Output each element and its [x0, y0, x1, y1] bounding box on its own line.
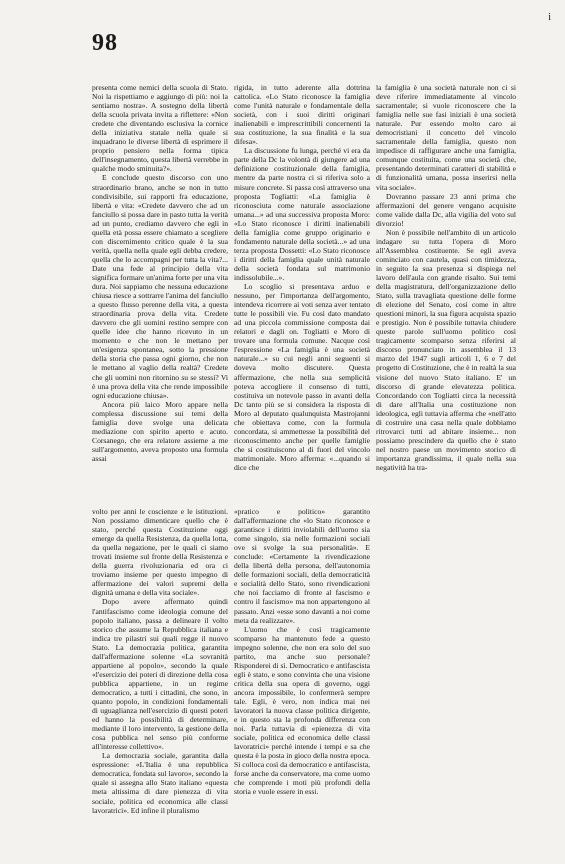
- paragraph: La discussione fu lunga, perché vi era da parte della Dc la volontà di giungere ad una definizione costituzionale della famiglia, mentre da parte nostra ci si riferiva solo a misure concrete. Si passa così attraverso una proposta Togliatti: «La famiglia è riconosciuta come naturale associazione umana...» ad una successiva proposta Moro: «Lo Stato riconosce i diritti inalienabili della famiglia come gruppo originario e fondamento naturale della società...» ad una terza proposta Dossetti: «Lo Stato riconosce i diritti della famiglia quale unità naturale della società fondata sul matrimonio indissolubile...».: [234, 146, 370, 282]
- paragraph: la famiglia è una società naturale non ci si deve riferire immediatamente al vincolo sacramentale; si vuole riconoscere che la famiglia nelle sue fasi iniziali è una società naturale. Pur essendo molto caro ai democristiani il concetto del vincolo sacramentale della famiglia, questo non impedisce di raffigurare anche una famiglia, comunque costituita, come una società che, presentando determinati caratteri di stabilità e di funzionalità umana, possa inserirsi nella vita sociale».: [376, 83, 516, 192]
- page-number: 98: [92, 30, 118, 56]
- paragraph: Ancora più laico Moro appare nella complessa discussione sui temi della famiglia dove svolge una delicata mediazione con spirito aperto e acuto. Corsanego, che era relatore assieme a me sull'argomento, aveva proposto una formula assai: [92, 399, 228, 463]
- corner-mark: i: [548, 12, 551, 23]
- column-bottom-right: [376, 507, 516, 837]
- paragraph: rigida, in tutto aderente alla dottrina cattolica. «Lo Stato riconosce la famiglia come l'unità naturale e fondamentale della società, con i suoi diritti originari inalienabili e imprescrittibili concernenti la sua costituzione, la sua finalità e la sua difesa».: [234, 83, 370, 147]
- paragraph: volto per anni le coscienze e le istituzioni. Non possiamo dimenticare quello che è stato, perché questa Costituzione oggi emerge da quella Resistenza, da quella lotta, da quella negazione, per le quali ci siamo trovati insieme sul fronte della Resistenza e della guerra rivoluzionaria ed ora ci troviamo insieme per questo impegno di affermazione dei valori supremi della dignità umana e della vita sociale».: [92, 507, 228, 598]
- paragraph: presenta come nemici della scuola di Stato. Noi la rispettiamo e aggiungo di più: noi la sentiamo nostra». A sostegno della libertà della scuola privata invita a riflettere: «Non credete che diventando esclusiva la cornice della iniziativa statale nella quale si inquadrano le diverse libertà di esprimere il proprio pensiero nella forma tipica dell'insegnamento, questa libertà verrebbe in qualche modo sminuita?».: [92, 83, 228, 174]
- column-top-middle: [234, 83, 370, 493]
- paragraph: Dopo avere affermato quindi l'antifascismo come ideologia comune del popolo italiano, passa a delineare il volto storico che assume la Repubblica italiana e indica tre pilastri sui quali regge il nuovo Stato. La democrazia politica, garantita dall'affermazione solenne «La sovranità appartiene al popolo», secondo la quale «l'esercizio dei poteri di direzione della cosa pubblica appartiene, in un regime democratico, a tutti i cittadini, che sono, in quanto popolo, in condizioni fondamentali di uguaglianza nell'esercizio di questi poteri ed hanno la possibilità di determinare, mediante il loro intervento, la gestione della cosa pubblica nel senso più conforme all'interesse collettivo».: [92, 597, 228, 752]
- column-top-right: [376, 83, 516, 493]
- paragraph: «pratico e politico» garantito dall'affermazione che «lo Stato riconosce e garantisce i diritti inviolabili dell'uomo sia come singolo, sia nelle formazioni sociali ove si svolge la sua personalità». E conclude: «Certamente la rivendicazione della libertà della persona, dell'autonomia delle formazioni sociali, della democraticità e socialità dello Stato, sono rivendicazioni che noi facciamo di fronte al fascismo e contro il fascismo» ma non appartengono al passato. Anzi «esse sono davanti a noi come meta da realizzare».: [234, 507, 370, 625]
- paragraph: L'uomo che è così tragicamente scomparso ha mantenuto fede a questo impegno solenne, che non era solo del suo partito, ma anche suo personale? Risponderei di sì. Democratico e antifascista egli è stato, e sono convinta che una visione critica della sua opera di governo, oggi ancora impossibile, lo confermerà sempre tale. Egli, è vero, non indica mai nei lavoratori la nuova classe politica dirigente, e in questo sta la profonda differenza con noi. Parla tuttavia di «pienezza di vita sociale, politica ed economica delle classi lavoratrici» perché intende i tempi e sa che questa è la posta in gioco della nostra epoca. Si colloca così da democratico e antifascista, forse anche da conservatore, ma come uomo che comprende i moti più profondi della storia e vuole essere in essi.: [234, 624, 370, 797]
- paragraph: La democrazia sociale, garantita dalla espressione: «L'Italia è una repubblica democratica, fondata sul lavoro», secondo la quale si assegna allo Stato italiano «questa meta altissima di dare pienezza di vita sociale, politica ed economica alle classi lavoratrici». Ed infine il pluralismo: [92, 751, 228, 815]
- paragraph: Dovranno passare 23 anni prima che affermazioni del genere vengano acquisite come valide dalla Dc, alla vigilia del voto sul divorzio!: [376, 191, 516, 228]
- paragraph: Lo scoglio si presentava arduo e nessuno, per l'importanza dell'argomento, intendeva ricorrere ai voti senza aver tentato tutte le possibili vie. Fu così dato mandato ad una piccola commissione composta dai relatori e dagli on. Togliatti e Moro di trovare una formula comune. Nacque così l'espressione «La famiglia è una società naturale...» su cui negli anni seguenti si doveva molto discutere. Questa affermazione, che nella sua semplicità poteva accogliere il consenso di tutti, costituiva un notevole passo in avanti della Dc tanto più se si considera la risposta di Moro al deputato qualunquista Mastrojanni che obiettava come, con la formula concordata, si ammettesse la possibilità del riconoscimento anche per quelle famiglie che si costituiscono al di fuori del vincolo matrimoniale. Moro afferma: «...quando si dice che: [234, 282, 370, 472]
- paragraph: Non è possibile nell'ambito di un articolo indagare su tutta l'opera di Moro all'Assemblea costituente. Se egli aveva cominciato con cautela, quasi con timidezza, in seguito la sua presenza si dispiega nel lavoro dell'aula con grande risalto. Sui temi della magistratura, dell'organizzazione dello Stato, sulla travagliata questione delle forme di elezione del Senato, così come in altre questioni minori, la sua figura acquista spazio e prestigio. Non è possibile tuttavia chiudere queste parole sull'uomo politico così tragicamente scomparso senza riferirsi al discorso pronunciato in assemblea il 13 marzo del 1947 sugli articoli 1, 6 e 7 del progetto di Costituzione, che è in realtà la sua visione del nuovo Stato italiano. E' un discorso di grande elevatezza politica. Concordando con Togliatti circa la necessità di dare all'Italia una costituzione non ideologica, egli tuttavia afferma che «nell'atto di costruire una casa nella quale dobbiamo ritrovarci tutti ad abitare insieme... non possiamo prescindere da quello che è stato nel nostro paese un movimento storico di importanza grandissima, il quale nella sua negatività ha tra-: [376, 227, 516, 472]
- paragraph: E conclude questo discorso con uno straordinario brano, anche se non in tutto condivisibile, sui rapporti fra educazione, libertà e vita: «Credete davvero che ad un fanciullo si possa dare in pasto tutta la verità ad un punto, crediamo davvero che egli in quella età possa essere chiamato a scegliere con discernimento critico quale è la sua verità, quella nella quale egli debba credere, quella che lo accompagni per tutta la vita?... Date una fede al principio della vita significa formare un'anima forte per una vita dura. Noi sappiamo che nessuna educazione chiusa riesce a sottrarre l'anima del fanciullo a questo flusso perenne della vita, a questa straordinaria prova della vita. Credete davvero che gli uomini restino sempre con quelle idee che hanno ricevuto in un momento e che non le mettano per un'esigenza spontanea, sotto la pressione della storia che passa ogni giorno, che non le mettano al vaglio della realtà? Credete che gli uomini non ritornino su se stessi? Vi è una prova della vita che rende impossibile ogni educazione chiusa».: [92, 173, 228, 400]
- column-top-left: [92, 83, 228, 493]
- column-bottom-middle: [234, 507, 370, 837]
- column-bottom-left: [92, 507, 228, 837]
